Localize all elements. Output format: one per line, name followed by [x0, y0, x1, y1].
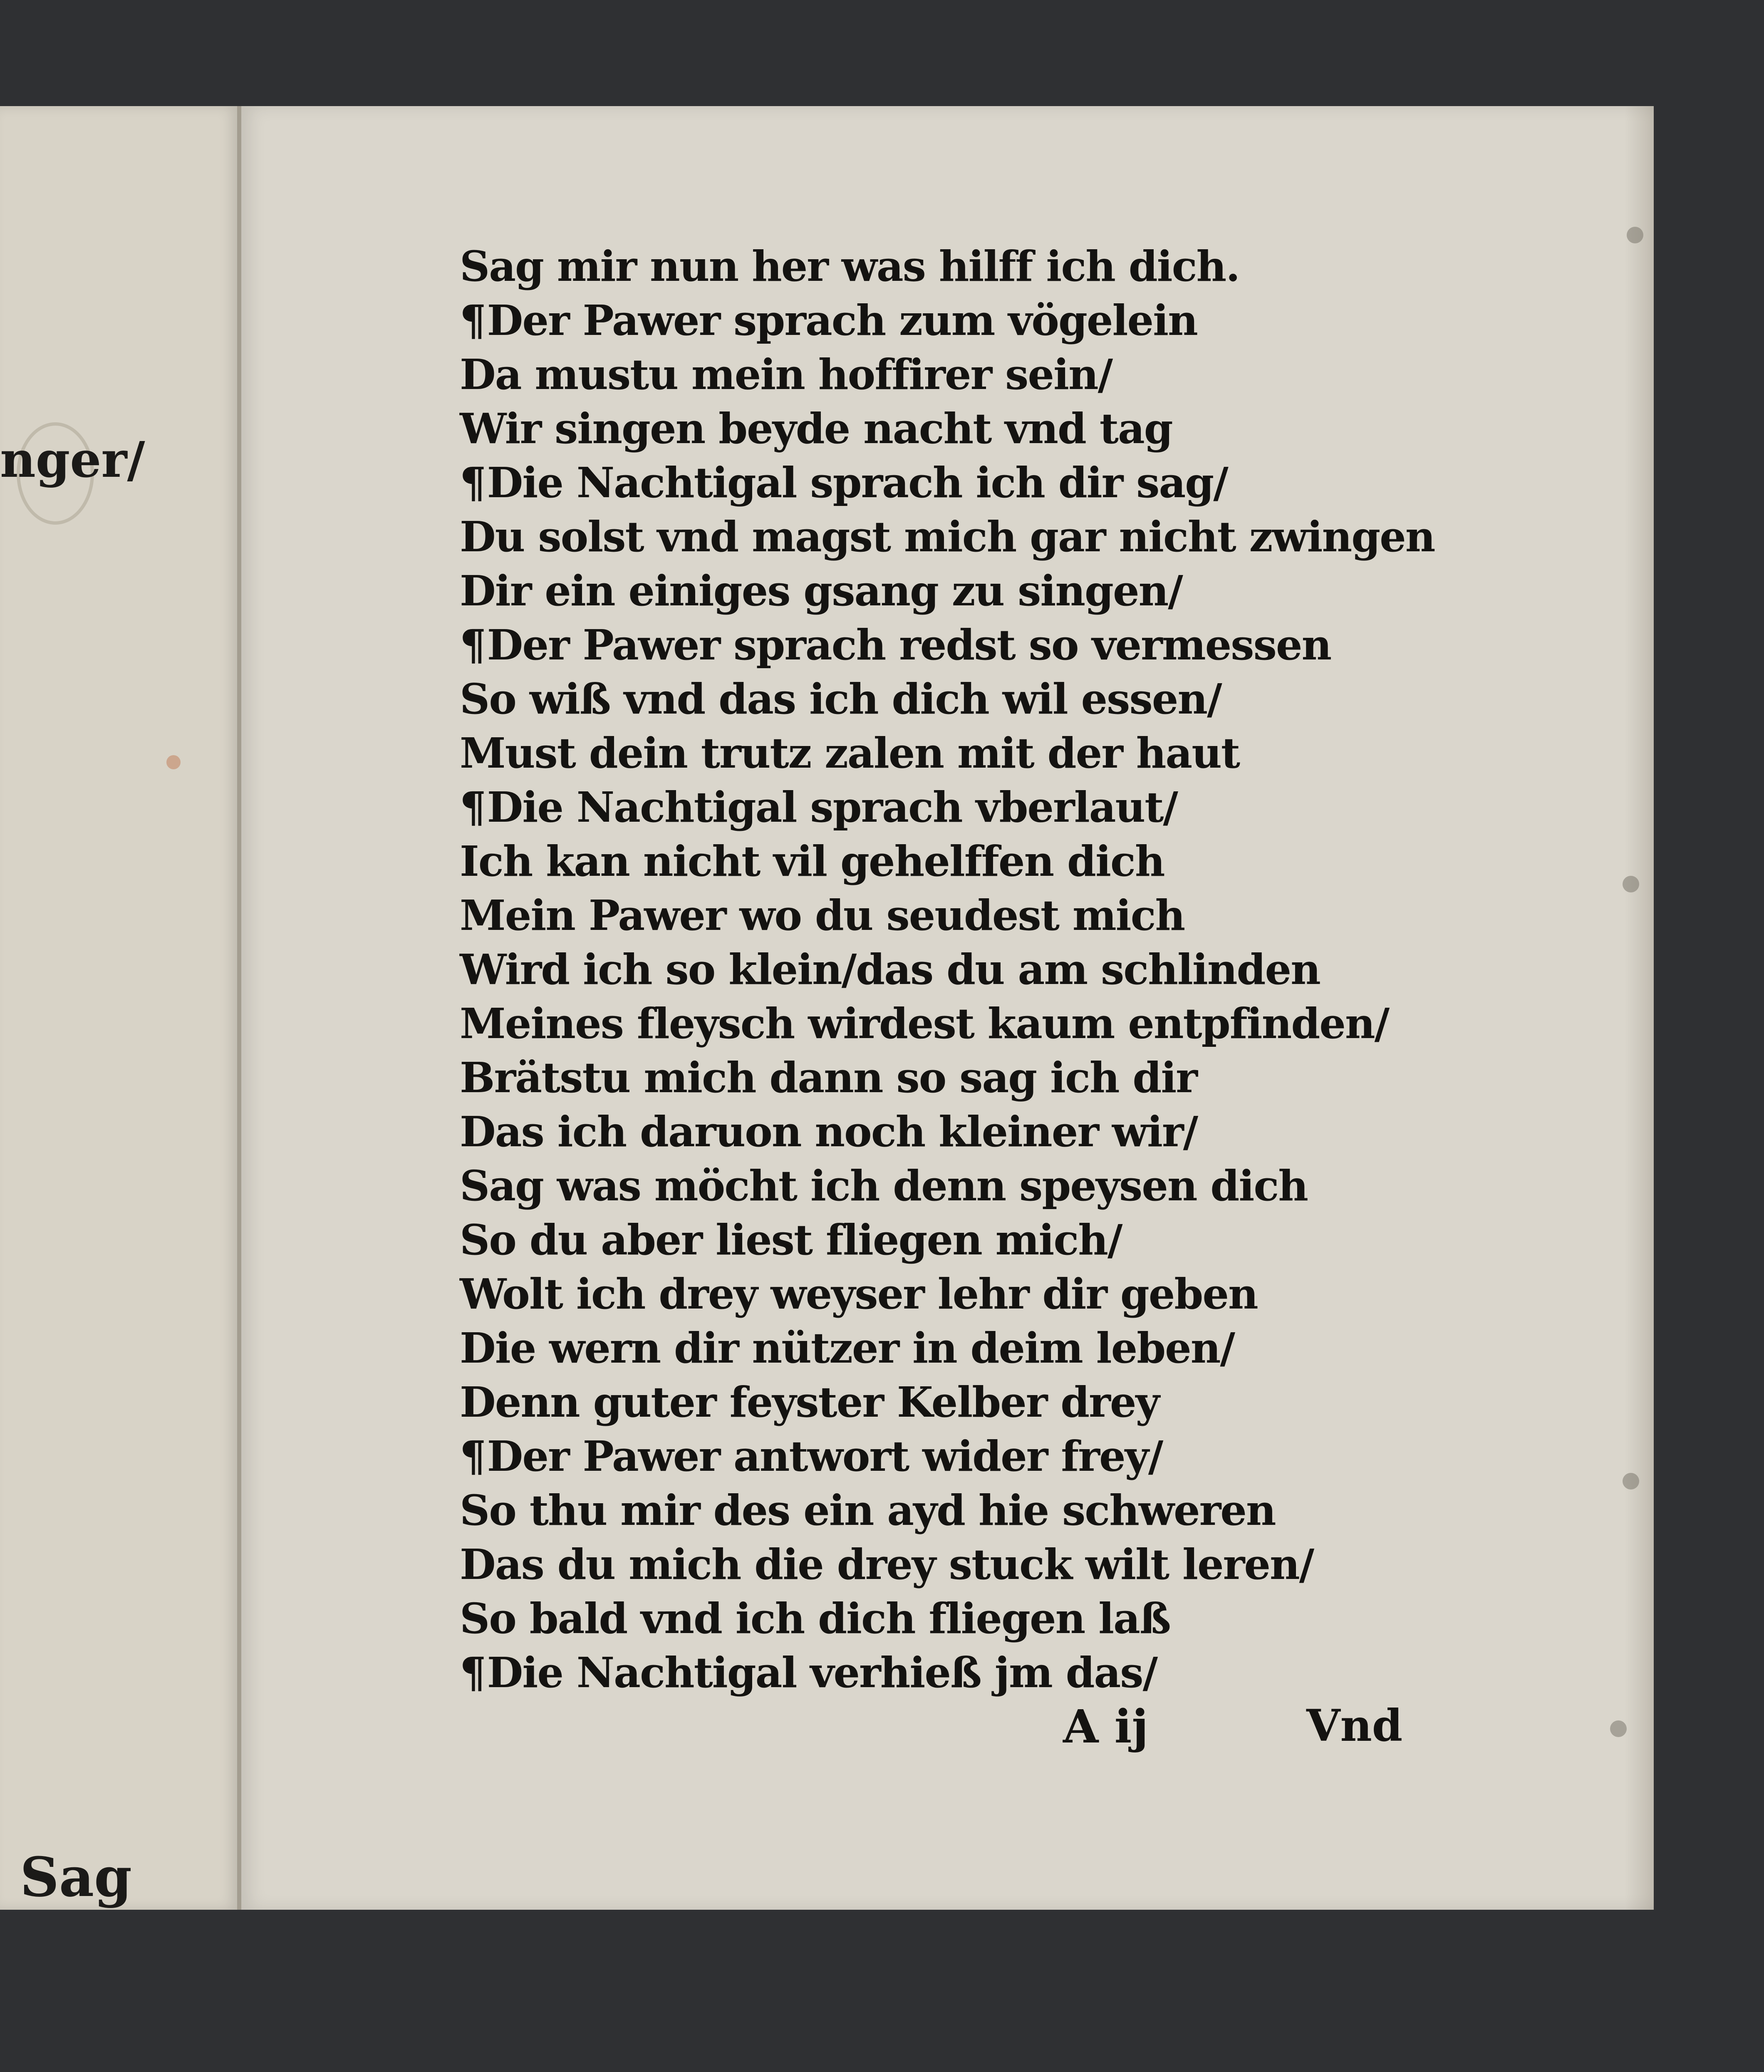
verse-line-text: Denn guter feyster Kelber drey [460, 1378, 1159, 1427]
verse-line-text: Die wern dir nützer in deim leben/ [460, 1324, 1235, 1373]
verse-line [460, 726, 1434, 780]
pilcrow-mark: ¶ [460, 1432, 486, 1481]
verse-line-text: Wir singen beyde nacht vnd tag [460, 404, 1172, 453]
verse-line [460, 1321, 1434, 1375]
verse-line [460, 1591, 1434, 1646]
verse-line [460, 1537, 1434, 1591]
paper-speck [1627, 227, 1643, 243]
signature-mark: A ij [1063, 1700, 1149, 1753]
paper-speck [1623, 876, 1639, 892]
pilcrow-mark: ¶ [460, 620, 486, 669]
verse-line [460, 888, 1434, 942]
left-page [0, 106, 239, 1910]
verse-line-text: So wiß vnd das ich dich wil essen/ [460, 674, 1221, 724]
verse-line-text: So thu mir des ein ayd hie schweren [460, 1486, 1276, 1535]
verse-line [460, 1213, 1434, 1267]
verse-line [460, 1051, 1434, 1105]
verse-line [460, 456, 1434, 510]
verse-line [460, 942, 1434, 996]
verse-line-text: So du aber liest fliegen mich/ [460, 1215, 1122, 1264]
verse-line-text: Sag was möcht ich denn speysen dich [460, 1161, 1308, 1210]
pilcrow-mark: ¶ [460, 1648, 486, 1697]
verse-line-text: Wird ich so klein/das du am schlinden [460, 945, 1320, 994]
verse-line-text: Die Nachtigal sprach vberlaut/ [487, 783, 1177, 832]
paper-speck [1610, 1720, 1627, 1737]
verse-line [460, 564, 1434, 618]
verse-line-text: Meines fleysch wirdest kaum entpfinden/ [460, 999, 1389, 1048]
verse-line [460, 1375, 1434, 1429]
verse-line [460, 510, 1434, 564]
verse-line-text: Must dein trutz zalen mit der haut [460, 729, 1240, 778]
verse-line [460, 1105, 1434, 1159]
page-catchword: Vnd [1306, 1700, 1403, 1751]
verse-line-text: Wolt ich drey weyser lehr dir geben [460, 1269, 1258, 1319]
paper-speck [1623, 1473, 1639, 1490]
verse-line [460, 1267, 1434, 1321]
verse-line [460, 347, 1434, 402]
verse-line [460, 1159, 1434, 1213]
verse-line [460, 834, 1434, 888]
verse-line [460, 672, 1434, 726]
verse-line [460, 996, 1434, 1051]
verse-text-block [460, 239, 1434, 1700]
verse-line-text: Die Nachtigal sprach ich dir sag/ [487, 458, 1228, 507]
verse-line-text: Der Pawer sprach redst so vermessen [487, 620, 1331, 669]
left-page-line-fragment: nger/ [0, 431, 145, 488]
verse-line-text: Dir ein einiges gsang zu singen/ [460, 566, 1182, 615]
verse-line [460, 1483, 1434, 1537]
verse-line [460, 402, 1434, 456]
verse-line-text: Du solst vnd magst mich gar nicht zwingen [460, 512, 1435, 561]
verse-line-text: Ich kan nicht vil gehelffen dich [460, 837, 1164, 886]
verse-line-text: Das ich daruon noch kleiner wir/ [460, 1107, 1198, 1156]
verse-line [460, 780, 1434, 834]
verse-line [460, 239, 1434, 293]
verse-line-text: Die Nachtigal verhieß jm das/ [487, 1648, 1157, 1697]
verse-line [460, 293, 1434, 347]
verse-line [460, 1429, 1434, 1483]
verse-line-text: Sag mir nun her was hilff ich dich. [460, 242, 1240, 291]
verse-line-text: Der Pawer sprach zum vögelein [487, 296, 1197, 345]
paper-stain [166, 755, 181, 769]
verse-line [460, 618, 1434, 672]
left-page-catchword: Sag [20, 1845, 132, 1909]
verse-line-text: Brätstu mich dann so sag ich dir [460, 1053, 1197, 1102]
verse-line-text: Mein Pawer wo du seudest mich [460, 891, 1185, 940]
verse-line-text: Da mustu mein hoffirer sein/ [460, 350, 1112, 399]
pilcrow-mark: ¶ [460, 458, 486, 507]
pilcrow-mark: ¶ [460, 296, 486, 345]
verse-line-text: Das du mich die drey stuck wilt leren/ [460, 1540, 1314, 1589]
verse-line [460, 1646, 1434, 1700]
verse-line-text: So bald vnd ich dich fliegen laß [460, 1594, 1170, 1643]
pilcrow-mark: ¶ [460, 783, 486, 832]
verse-line-text: Der Pawer antwort wider frey/ [487, 1432, 1163, 1481]
